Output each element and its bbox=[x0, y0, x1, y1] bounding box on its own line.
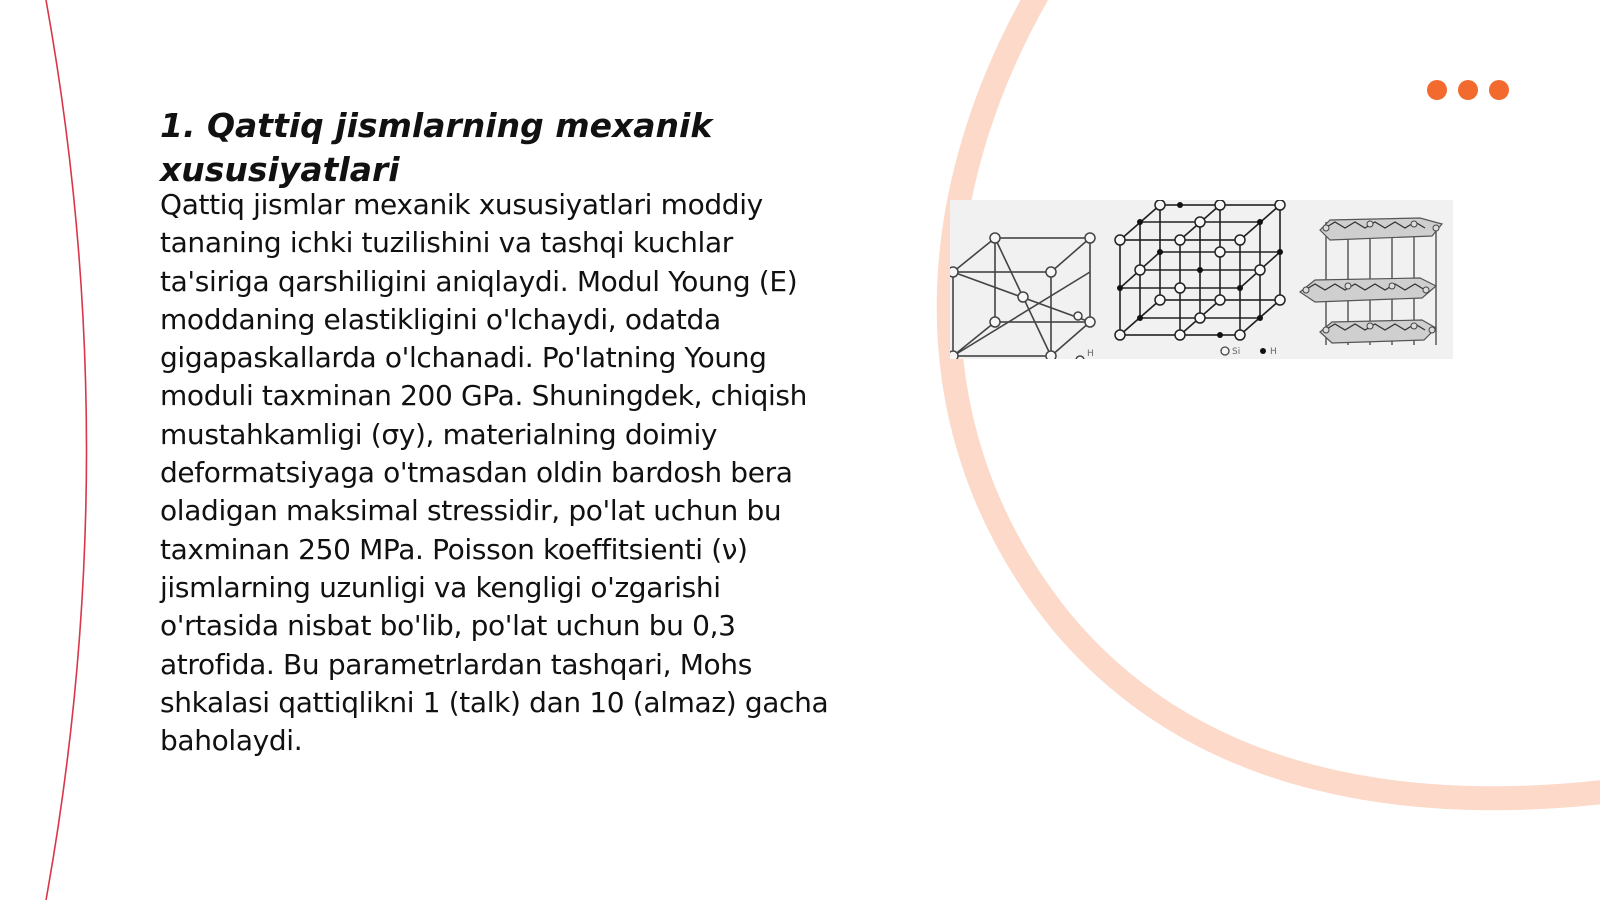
graphite-layer-bottom bbox=[1320, 320, 1436, 343]
crystal-structure-image bbox=[950, 200, 1453, 359]
slide-title: 1. Qattiq jismlarning mexanik xususiyatlari bbox=[160, 106, 713, 189]
figure-legend-2: Si bbox=[1232, 347, 1241, 357]
figure-legend-3: H bbox=[1270, 347, 1277, 357]
crystal-lattice-illustration bbox=[950, 200, 1453, 359]
graphite-layer-top bbox=[1320, 218, 1442, 240]
slide-body-text: Qattiq jismlar mexanik xususiyatlari moddiy tananing ichki tuzilishini va tashqi kuchlar ta'siriga qarshiligini aniqlaydi. Modul Young (E) moddaning elastikligini o'lchaydi, odatda gigapaskallarda o'lchanadi. Po'latning Young moduli taxminan 200 GPa. Shuningdek, chiqish mustahkamligi (σy), materialning doimiy deformatsiyaga o'tmasdan oldin bardosh bera oladigan maksimal stressidir, po'lat uchun bu taxminan 250 MPa. Poisson koeffitsienti (ν) jismlarning uzunligi va kengligi o'zgarishi o'rtasida nisbat bo'lib, po'lat uchun bu 0,3 atrofida. Bu parametrlardan tashqari, Mohs shkalasi qattiqlikni 1 (talk) dan 10 (almaz) gacha baholaydi. bbox=[160, 188, 829, 758]
figure-legend-1: H bbox=[1087, 349, 1094, 359]
graphite-layer-middle bbox=[1300, 278, 1436, 302]
three-dots-icon bbox=[1426, 79, 1516, 101]
orange-arc bbox=[949, 0, 1600, 798]
left-curve-line bbox=[46, 0, 87, 900]
